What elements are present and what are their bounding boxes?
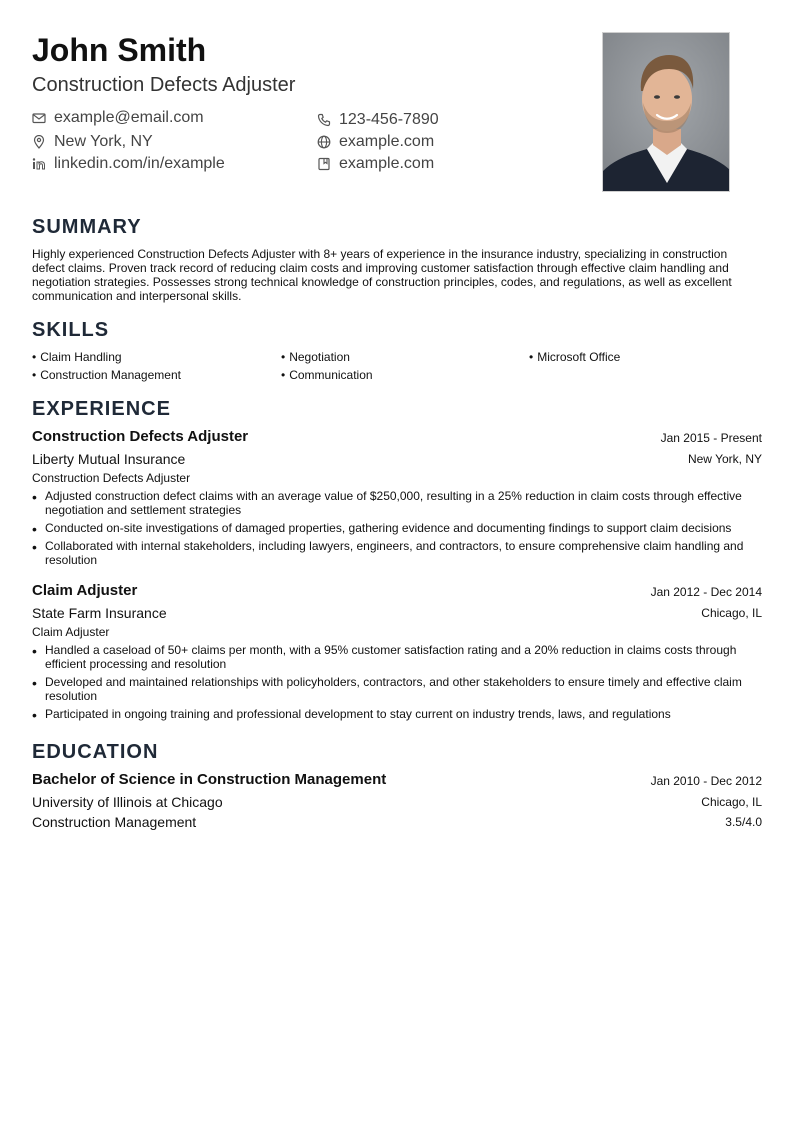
portfolio-text: example.com — [339, 155, 435, 172]
job-location: New York, NY — [687, 452, 762, 466]
resume-page — [32, 0, 762, 1123]
email-text: example@email.com — [54, 109, 204, 126]
contact-phone[interactable] — [317, 110, 439, 130]
job-bullet: • Collaborated with internal stakeholders, including lawyers, engineers, and contractors, to ensure comprehensive claim handling and resolution — [32, 539, 762, 567]
map-pin-icon — [32, 135, 46, 149]
summary-text: Highly experienced Construction Defects Adjuster with 8+ years of experience in the insurance industry, specializing in construction defect claims. Proven track record of reducing claim costs and improving customer satisfaction through effective claim handling and negotiation strategies. Possesses strong technical knowledge of construction principles, codes, and regulations, as well as excellent communication and interpersonal skills. — [32, 247, 732, 303]
school-location: Chicago, IL — [701, 795, 762, 809]
job-bullet: • Handled a caseload of 50+ claims per month, with a 95% customer satisfaction rating and a 20% reduction in claims costs through efficient processing and resolution — [32, 643, 762, 671]
portrait-image — [603, 33, 730, 192]
contact-linkedin[interactable] — [32, 154, 225, 174]
job-bullet: • Adjusted construction defect claims with an average value of $250,000, resulting in a 25% reduction in claim costs through effective negotiation and settlement strategies — [32, 489, 762, 517]
skill-item: • Construction Management — [32, 367, 181, 383]
globe-icon — [317, 135, 331, 149]
profile-photo — [602, 32, 730, 192]
job-title: Construction Defects Adjuster — [32, 428, 249, 445]
bookmark-icon — [317, 157, 331, 171]
job-company: Liberty Mutual Insurance — [32, 451, 186, 467]
contact-location — [32, 132, 153, 152]
candidate-name: John Smith — [32, 32, 207, 68]
job-dates: Jan 2015 - Present — [660, 431, 762, 445]
field-of-study: Construction Management — [32, 814, 197, 830]
skill-item: • Negotiation — [281, 349, 350, 365]
job-role: Claim Adjuster — [32, 625, 110, 639]
website-text: example.com — [339, 133, 435, 150]
education-heading: EDUCATION — [32, 741, 159, 763]
job-location: Chicago, IL — [701, 606, 762, 620]
mail-icon — [32, 111, 46, 125]
phone-text: 123-456-7890 — [339, 111, 439, 128]
linkedin-icon — [32, 157, 46, 171]
job-company: State Farm Insurance — [32, 605, 167, 621]
skill-item: • Communication — [281, 367, 373, 383]
gpa: 3.5/4.0 — [725, 815, 762, 829]
skill-item: • Microsoft Office — [529, 349, 620, 365]
location-text: New York, NY — [54, 133, 153, 150]
summary-heading: SUMMARY — [32, 216, 142, 238]
contact-email[interactable] — [32, 108, 204, 128]
contact-portfolio[interactable] — [317, 154, 434, 174]
job-role: Construction Defects Adjuster — [32, 471, 191, 485]
candidate-title: Construction Defects Adjuster — [32, 74, 296, 96]
education-dates: Jan 2010 - Dec 2012 — [650, 774, 762, 788]
linkedin-text: linkedin.com/in/example — [54, 155, 225, 172]
job-dates: Jan 2012 - Dec 2014 — [650, 585, 762, 599]
job-bullet: • Participated in ongoing training and professional development to stay current on industry trends, laws, and regulations — [32, 707, 762, 721]
phone-icon — [317, 113, 331, 127]
skills-heading: SKILLS — [32, 319, 110, 341]
experience-heading: EXPERIENCE — [32, 398, 171, 420]
job-title: Claim Adjuster — [32, 582, 138, 599]
degree-title: Bachelor of Science in Construction Management — [32, 771, 387, 788]
skill-item: • Claim Handling — [32, 349, 122, 365]
contact-website[interactable] — [317, 132, 434, 152]
job-bullet: • Conducted on-site investigations of damaged properties, gathering evidence and documenting findings to support claim decisions — [32, 521, 762, 535]
school-name: University of Illinois at Chicago — [32, 794, 223, 810]
job-bullet: • Developed and maintained relationships with policyholders, contractors, and other stakeholders to ensure timely and effective claim resolution — [32, 675, 762, 703]
